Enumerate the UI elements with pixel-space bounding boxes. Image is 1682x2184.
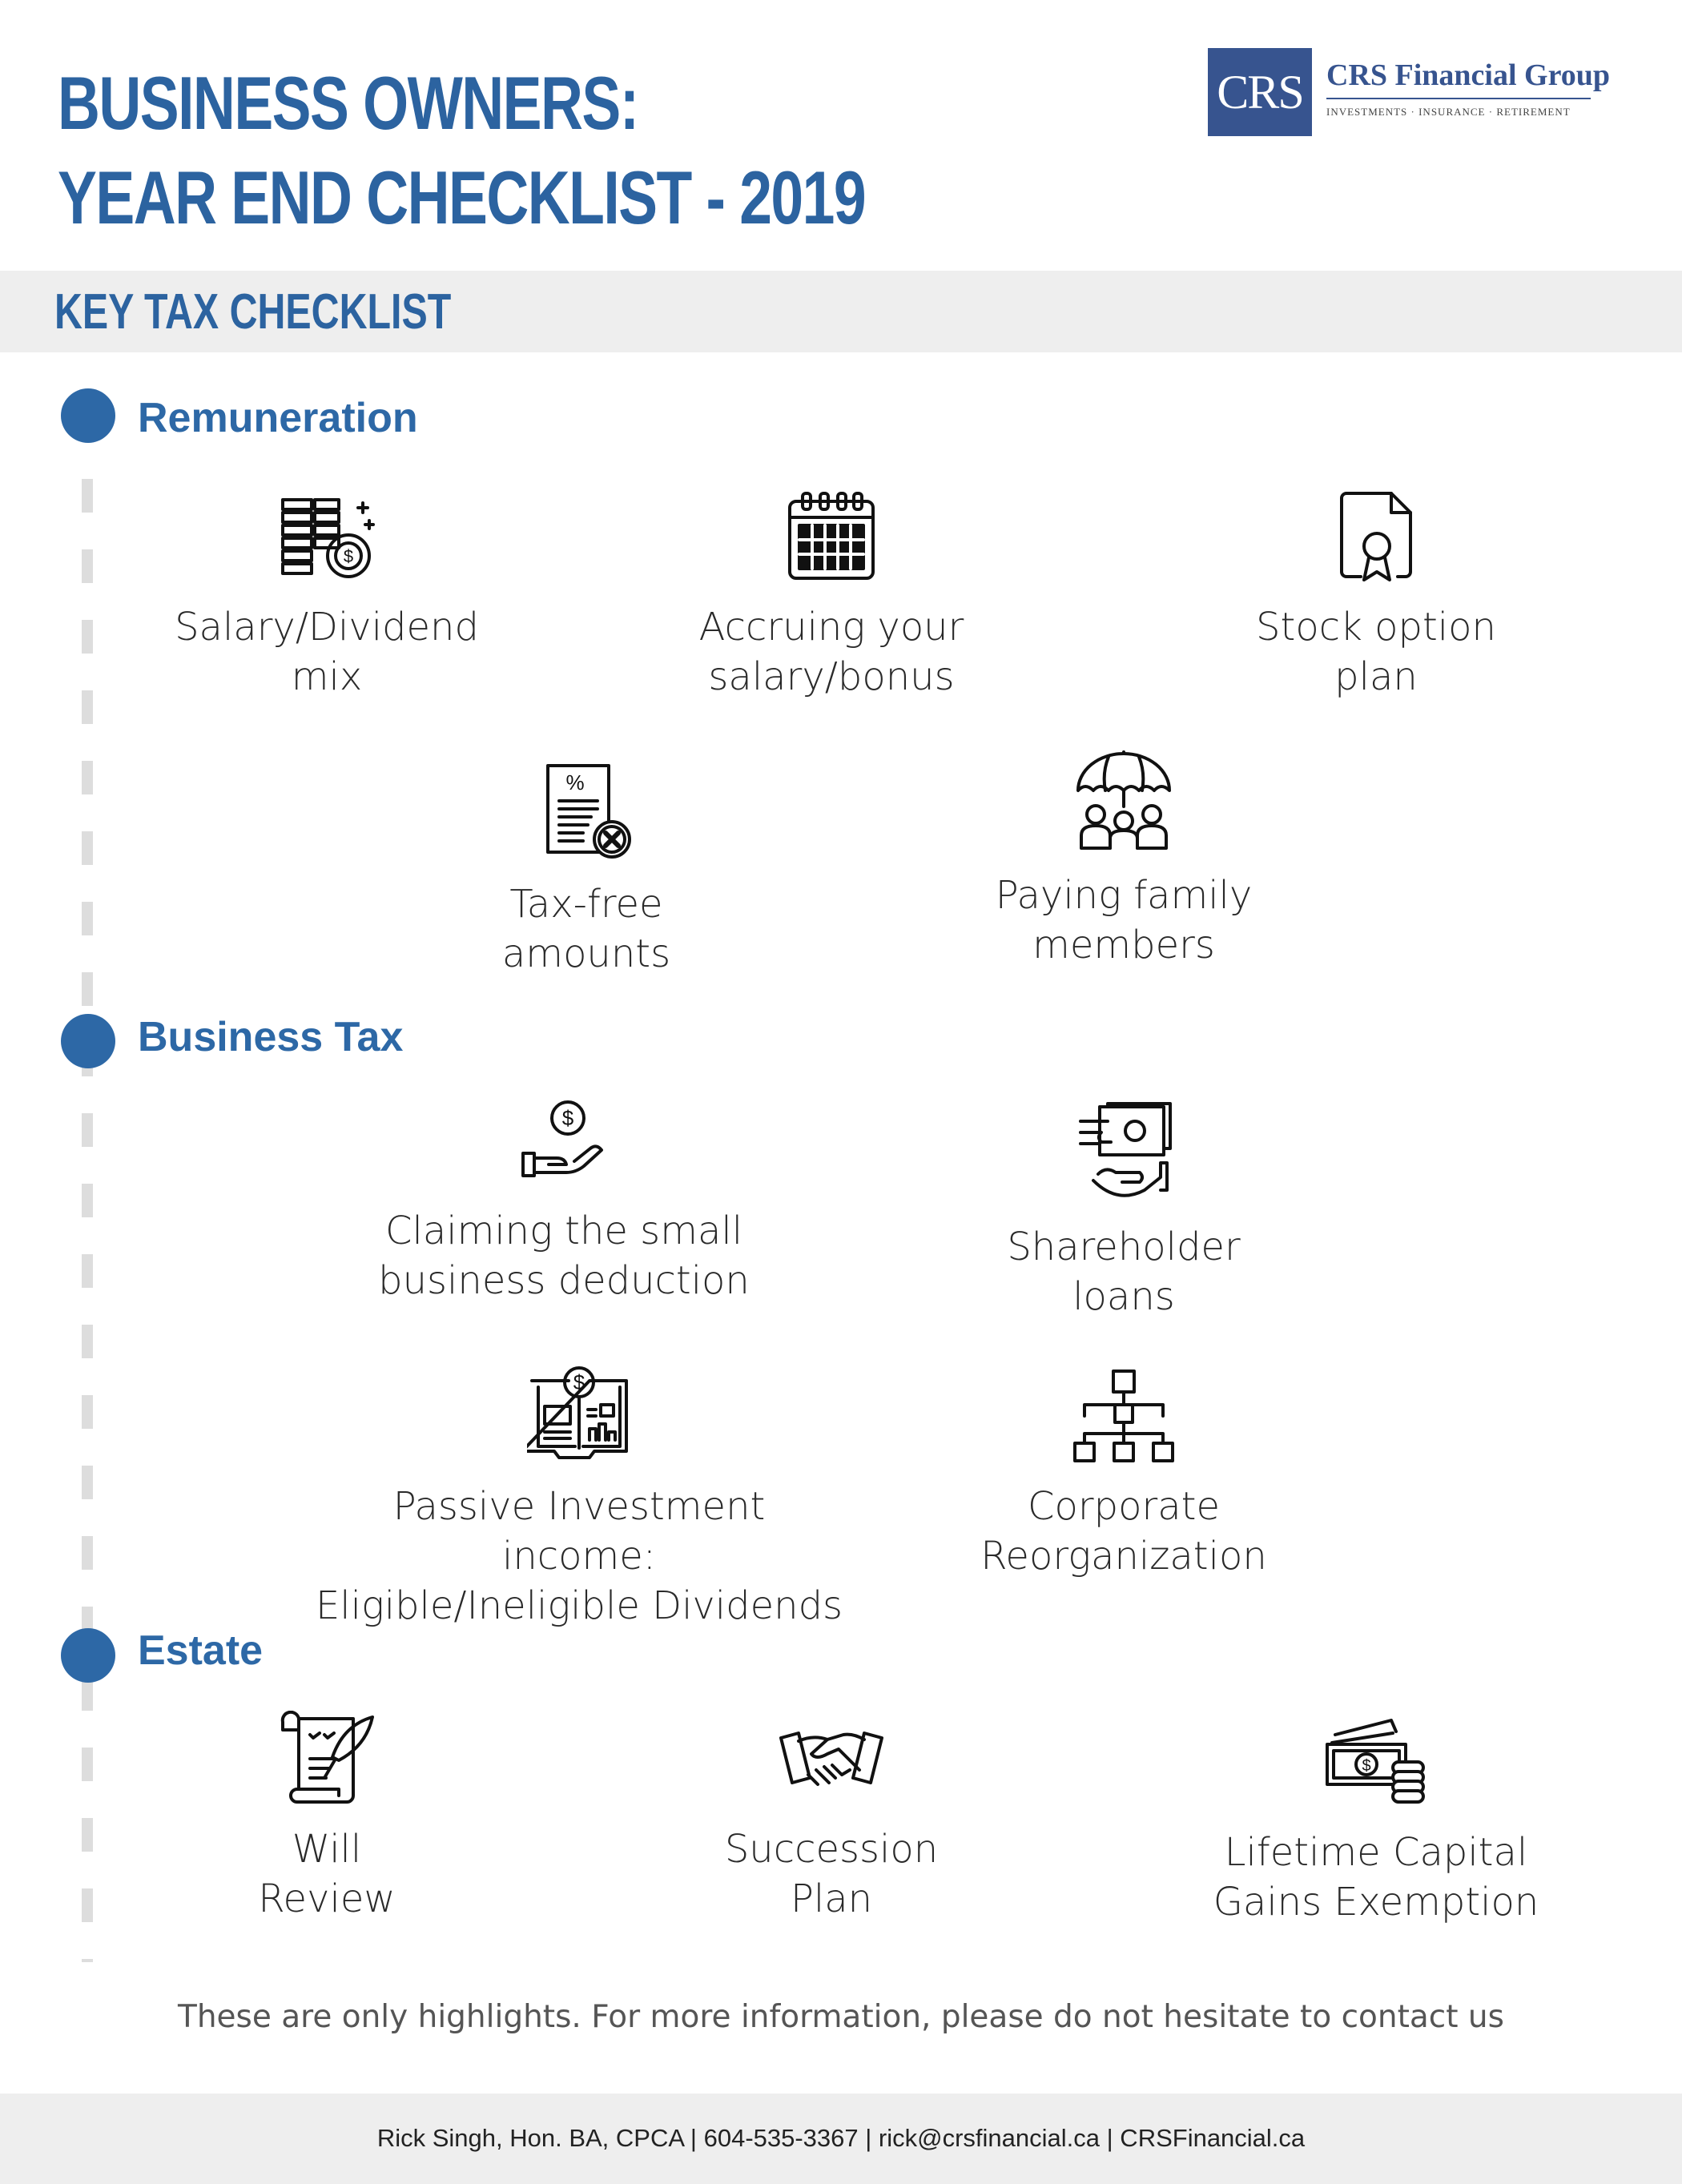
section-title-estate: Estate xyxy=(138,1627,264,1674)
logo-tagline: INVESTMENTS · INSURANCE · RETIREMENT xyxy=(1326,106,1571,118)
calendar-icon xyxy=(783,489,879,585)
item-succession-plan xyxy=(671,1723,992,1924)
family-umbrella-icon xyxy=(1072,749,1176,853)
org-chart-icon xyxy=(1072,1365,1176,1464)
item-salary-dividend xyxy=(167,489,487,702)
section-dot-remuneration xyxy=(61,388,115,443)
item-label: Salary/Dividend mix xyxy=(175,605,479,699)
svg-text:$: $ xyxy=(573,1370,585,1394)
item-small-business-deduction xyxy=(348,1100,780,1305)
item-passive-investment xyxy=(315,1365,843,1631)
item-label: Shareholder loans xyxy=(1007,1225,1241,1319)
item-label: Corporate Reorganization xyxy=(980,1484,1267,1579)
item-label: Succession Plan xyxy=(724,1827,939,1921)
highlights-note: These are only highlights. For more information, please do not hesitate to contact us xyxy=(178,1999,1504,2035)
section-dot-business-tax xyxy=(61,1014,115,1068)
item-tax-free xyxy=(426,762,746,979)
footer-bar xyxy=(0,2094,1682,2184)
logo-mark: CRS xyxy=(1208,48,1312,136)
item-corporate-reorganization xyxy=(964,1365,1284,1581)
item-label: Will Review xyxy=(258,1827,396,1921)
money-coins-icon xyxy=(1324,1711,1428,1810)
item-label: Tax-free amounts xyxy=(501,882,671,976)
svg-text:$: $ xyxy=(1362,1757,1371,1775)
item-label: Claiming the small business deduction xyxy=(378,1209,750,1303)
item-will-review xyxy=(167,1711,487,1924)
section-title-business-tax: Business Tax xyxy=(138,1014,404,1060)
logo-divider xyxy=(1326,98,1591,99)
section-title-remuneration: Remuneration xyxy=(138,395,418,441)
item-shareholder-loans xyxy=(964,1100,1284,1321)
handshake-icon xyxy=(778,1723,885,1807)
will-scroll-icon xyxy=(275,1711,379,1807)
checklist-band xyxy=(0,271,1682,352)
coins-stack-icon xyxy=(275,489,379,585)
timeline-line xyxy=(82,408,93,1962)
item-label: Passive Investment income: Eligible/Ineligible Dividends xyxy=(315,1484,843,1628)
page-title-line1: BUSINESS OWNERS: xyxy=(58,61,638,145)
item-lifetime-capital-gains xyxy=(1176,1711,1576,1927)
svg-text:%: % xyxy=(565,770,585,794)
certificate-document-icon xyxy=(1332,489,1420,585)
item-stock-option xyxy=(1216,489,1536,702)
item-label: Accruing your salary/bonus xyxy=(698,605,964,699)
checklist-heading: KEY TAX CHECKLIST xyxy=(54,284,452,340)
item-accruing-salary xyxy=(671,489,992,702)
investment-report-icon xyxy=(527,1365,631,1464)
hand-dollar-icon xyxy=(520,1100,608,1189)
cash-exchange-icon xyxy=(1076,1100,1172,1205)
logo-name: CRS Financial Group xyxy=(1326,58,1611,92)
page-title-line2: YEAR END CHECKLIST - 2019 xyxy=(58,155,866,239)
footer-contact: Rick Singh, Hon. BA, CPCA | 604-535-3367 | rick@crsfinancial.ca | CRSFinancial.ca xyxy=(376,2124,1306,2152)
item-label: Lifetime Capital Gains Exemption xyxy=(1213,1830,1539,1925)
svg-text:$: $ xyxy=(343,546,354,566)
item-label: Stock option plan xyxy=(1256,605,1496,699)
crs-logo xyxy=(1208,48,1611,139)
svg-text:$: $ xyxy=(561,1106,574,1130)
item-label: Paying family members xyxy=(995,873,1253,967)
item-paying-family xyxy=(964,749,1284,970)
tax-document-icon xyxy=(538,762,634,862)
section-dot-estate xyxy=(61,1628,115,1683)
